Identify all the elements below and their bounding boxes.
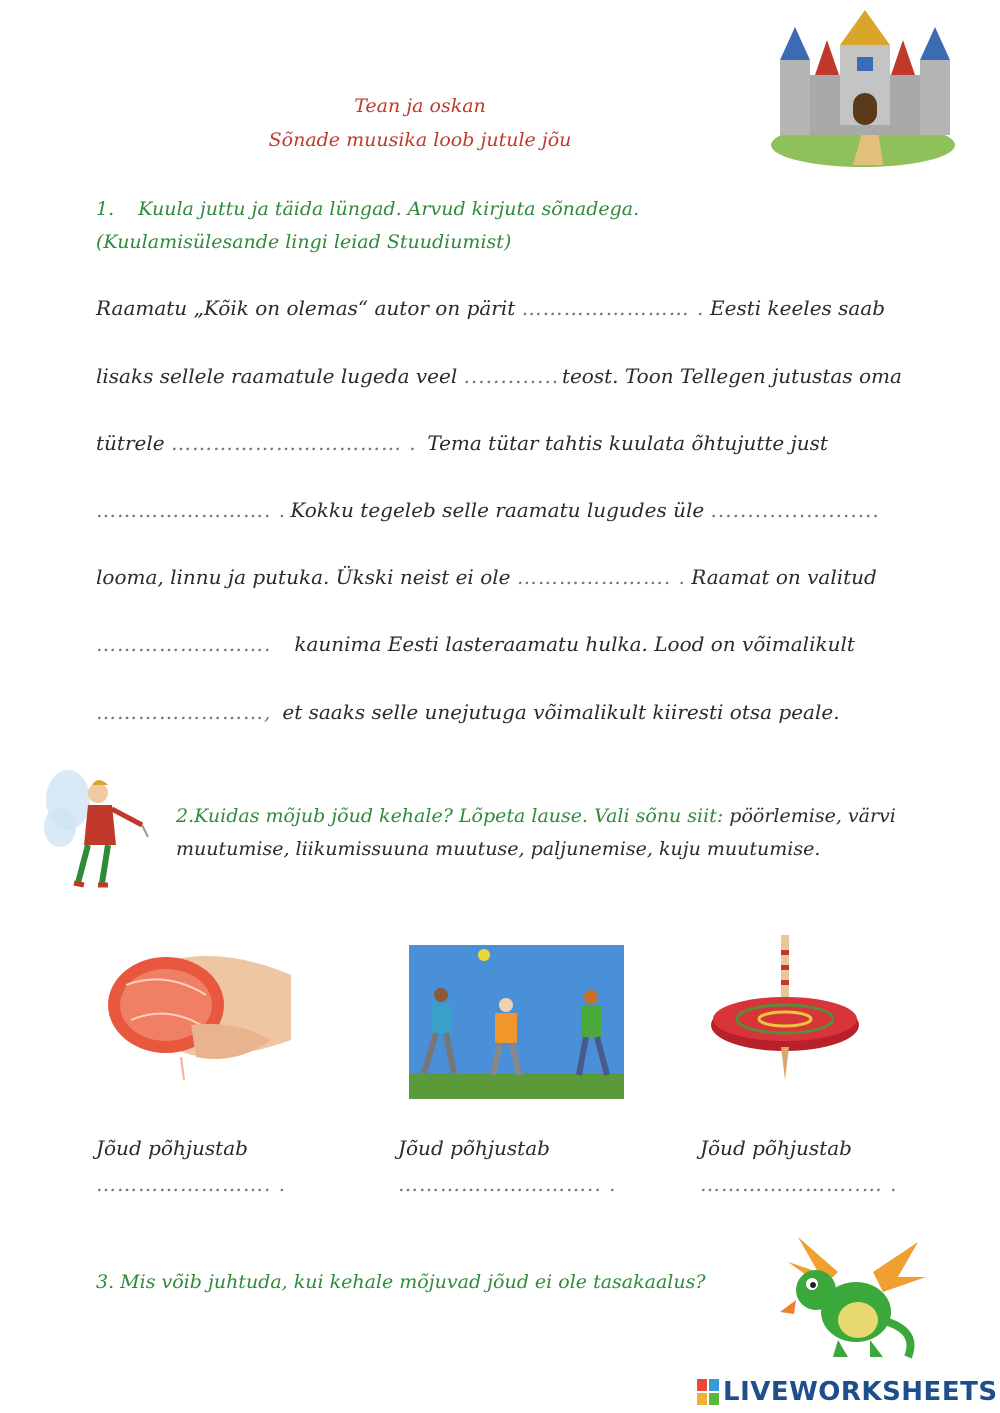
task2-options-line2: muutumise, liikumissuuna muutuse, paljunemise, kuju muutumise. <box>176 838 821 860</box>
task2-prompt <box>176 800 896 866</box>
caption-1: Jõud põhjustab <box>96 1136 248 1160</box>
task1-line-2: lisaks sellele raamatule lugeda veel ............... teost. Toon Tellegen jutustas oma <box>96 364 902 388</box>
answer-field-4[interactable] <box>96 498 284 522</box>
worksheet-title: Tean ja oskan <box>354 95 486 117</box>
logo-text: LIVEWORKSHEETS <box>723 1377 998 1407</box>
liveworksheets-logo[interactable] <box>697 1377 998 1407</box>
task3-question: 3. Mis võib juhtuda, kui kehale mõjuvad jõud ei ole tasakaalus? <box>96 1271 706 1293</box>
answer-field-7[interactable] <box>96 632 288 656</box>
kids-playing-ball-image <box>409 945 624 1099</box>
answer-field-8[interactable] <box>96 700 276 724</box>
worksheet-subtitle: Sõnade muusika loob jutule jõu <box>268 129 572 151</box>
task1-instruction-text: Kuula juttu ja täida lüngad. Arvud kirjuta sõnadega. <box>138 198 640 220</box>
task1-line-7: ……………………, et saaks selle unejutuga võimalikult kiiresti otsa peale. <box>96 700 840 724</box>
task1-line-5: looma, linnu ja putuka. Ükski neist ei ole …………………. . Raamat on valitud <box>96 565 877 589</box>
answer-field-3[interactable] <box>171 431 421 455</box>
task2-options: pöörlemise, värvi <box>729 805 896 827</box>
spinning-top-image <box>707 935 887 1085</box>
grapefruit-squeeze-image <box>96 925 291 1085</box>
liveworksheets-logo-icon <box>697 1379 719 1405</box>
fairy-illustration <box>30 765 155 895</box>
task2-question: 2.Kuidas mõjub jõud kehale? Lõpeta lause. Vali sõnu siit: <box>176 805 724 827</box>
task1-note: (Kuulamisülesande lingi leiad Stuudiumist) <box>96 231 512 253</box>
answer-field-2[interactable] <box>464 364 556 388</box>
answer-field-1[interactable] <box>522 296 704 320</box>
answer-field-6[interactable] <box>517 565 685 589</box>
task2-answer-3[interactable] <box>700 1172 900 1196</box>
task1-number: 1. <box>96 198 115 220</box>
task1-line-1: Raamatu „Kõik on olemas“ autor on pärit …………………… . Eesti keeles saab <box>96 296 885 320</box>
caption-2: Jõud põhjustab <box>398 1136 550 1160</box>
task2-answer-2[interactable] <box>398 1172 623 1196</box>
task1-line-6: ……………………. kaunima Eesti lasteraamatu hulka. Lood on võimalikult <box>96 632 855 656</box>
task2-answer-1[interactable] <box>96 1172 296 1196</box>
answer-field-5[interactable] <box>711 498 881 522</box>
caption-3: Jõud põhjustab <box>700 1136 852 1160</box>
task1-line-3: tütrele …………………………… . Tema tütar tahtis kuulata õhtujutte just <box>96 431 828 455</box>
task1-instruction <box>96 198 639 220</box>
dragon-illustration <box>778 1232 928 1362</box>
task1-line-4: ……………………. . Kokku tegeleb selle raamatu lugudes üle ........................... <box>96 498 881 522</box>
